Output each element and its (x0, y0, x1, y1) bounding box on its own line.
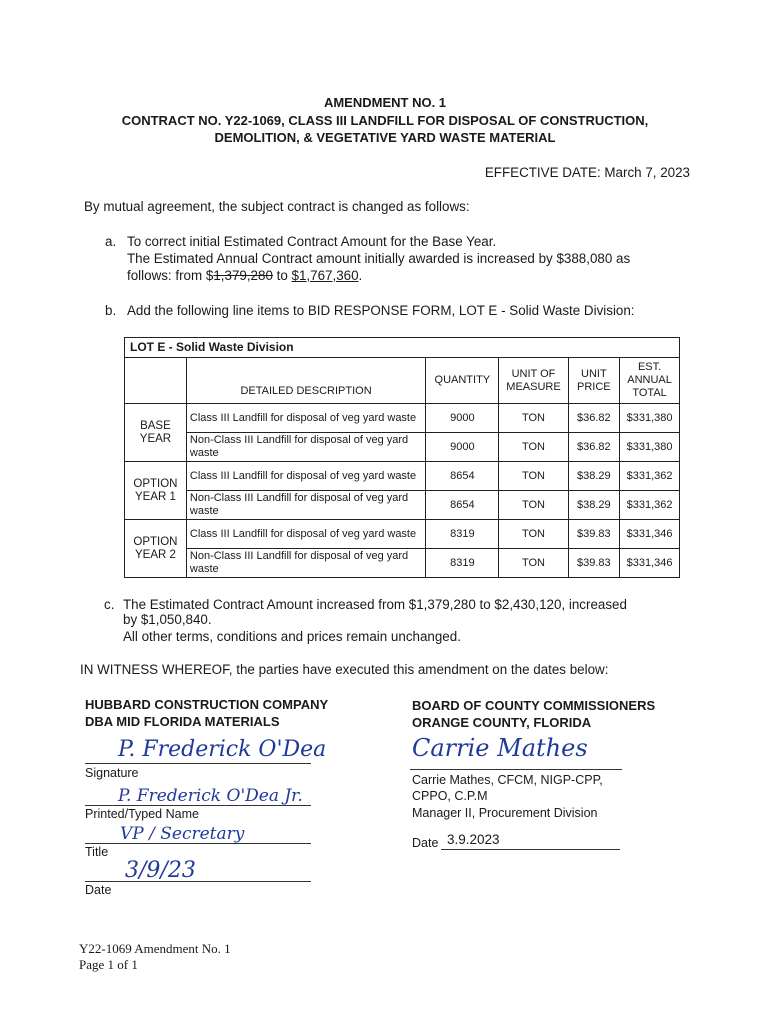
county-name-line2: ORANGE COUNTY, FLORIDA (412, 715, 592, 730)
county-signer-title: Manager II, Procurement Division (412, 806, 598, 820)
row-description: Non-Class III Landfill for disposal of veg yard waste (186, 491, 425, 520)
county-signer-credentials: CPPO, C.P.M (412, 789, 488, 803)
row-total: $331,380 (620, 404, 680, 433)
header-unit-of-measure: UNIT OF MEASURE (499, 358, 568, 404)
row-total: $331,362 (620, 491, 680, 520)
printed-name-label: Printed/Typed Name (85, 807, 199, 821)
lot-e-table (124, 337, 680, 578)
item-c-line2: by $1,050,840. (123, 612, 212, 627)
contract-title-line1: CONTRACT NO. Y22-1069, CLASS III LANDFILL FOR DISPOSAL OF CONSTRUCTION, (121, 113, 649, 128)
title-line (85, 843, 311, 844)
row-unit-price: $36.82 (568, 433, 620, 462)
item-a-line3-prefix: follows: from $ (127, 268, 214, 283)
item-a-line1: To correct initial Estimated Contract Amount for the Base Year. (127, 234, 497, 249)
contractor-name-line1: HUBBARD CONSTRUCTION COMPANY (85, 697, 329, 712)
footer-page-number: Page 1 of 1 (79, 957, 138, 972)
item-a-line3 (127, 267, 362, 284)
item-b-marker: b. (105, 303, 117, 318)
row-quantity: 8654 (426, 462, 499, 491)
header-description: DETAILED DESCRIPTION (186, 358, 425, 404)
witness-statement: IN WITNESS WHEREOF, the parties have executed this amendment on the dates below: (80, 662, 609, 677)
table-row (125, 491, 680, 520)
row-total: $331,346 (620, 549, 680, 578)
row-unit-price: $38.29 (568, 491, 620, 520)
county-signature-line (410, 769, 622, 770)
item-a-line3-suffix: . (358, 268, 363, 283)
contractor-name-line2: DBA MID FLORIDA MATERIALS (85, 714, 280, 729)
row-quantity: 8319 (426, 549, 499, 578)
county-name-line1: BOARD OF COUNTY COMMISSIONERS (412, 698, 656, 713)
row-description: Non-Class III Landfill for disposal of veg yard waste (186, 549, 425, 578)
item-a-line3-mid: to (272, 268, 292, 283)
row-description: Class III Landfill for disposal of veg yard waste (186, 520, 425, 549)
item-c-line1: The Estimated Contract Amount increased from $1,379,280 to $2,430,120, increased (123, 597, 627, 612)
row-uom: TON (499, 549, 568, 578)
row-description: Non-Class III Landfill for disposal of veg yard waste (186, 433, 425, 462)
footer-doc-id: Y22-1069 Amendment No. 1 (79, 941, 231, 956)
table-row (125, 520, 680, 549)
date-line (85, 881, 311, 882)
intro-text: By mutual agreement, the subject contract is changed as follows: (84, 199, 470, 214)
row-quantity: 8654 (426, 491, 499, 520)
table-row (125, 462, 680, 491)
group-label: OPTION YEAR 2 (125, 520, 187, 578)
contract-title-line2: DEMOLITION, & VEGETATIVE YARD WASTE MATERIAL (214, 130, 556, 145)
item-b-text: Add the following line items to BID RESPONSE FORM, LOT E - Solid Waste Division: (127, 303, 635, 318)
amendment-title: AMENDMENT NO. 1 (323, 95, 447, 110)
effective-date: EFFECTIVE DATE: March 7, 2023 (484, 165, 690, 180)
item-c-line3: All other terms, conditions and prices remain unchanged. (123, 629, 461, 644)
county-signature: Carrie Mathes (412, 734, 588, 762)
row-quantity: 9000 (426, 404, 499, 433)
row-uom: TON (499, 462, 568, 491)
date-label: Date (85, 883, 112, 897)
table-row (125, 549, 680, 578)
row-uom: TON (499, 491, 568, 520)
group-label: OPTION YEAR 1 (125, 462, 187, 520)
row-uom: TON (499, 520, 568, 549)
header-group-blank (125, 358, 187, 404)
item-a-line2: The Estimated Annual Contract amount initially awarded is increased by $388,080 as (127, 251, 631, 266)
header-quantity: QUANTITY (426, 358, 499, 404)
contractor-title: VP / Secretary (120, 824, 245, 844)
header-est-annual-total: EST. ANNUAL TOTAL (620, 358, 680, 404)
row-quantity: 9000 (426, 433, 499, 462)
row-unit-price: $36.82 (568, 404, 620, 433)
header-unit-price: UNIT PRICE (568, 358, 620, 404)
row-unit-price: $39.83 (568, 549, 620, 578)
row-uom: TON (499, 433, 568, 462)
row-description: Class III Landfill for disposal of veg yard waste (186, 462, 425, 491)
signature-line (85, 763, 311, 764)
group-label: BASE YEAR (125, 404, 187, 462)
table-title: LOT E - Solid Waste Division (125, 338, 680, 358)
contractor-signature: P. Frederick O'Dea (118, 737, 327, 762)
table-row (125, 433, 680, 462)
new-amount: $1,767,360 (291, 268, 359, 283)
county-date-value: 3.9.2023 (447, 832, 500, 847)
title-label: Title (85, 845, 109, 859)
row-total: $331,380 (620, 433, 680, 462)
row-quantity: 8319 (426, 520, 499, 549)
item-a-marker: a. (105, 234, 117, 249)
printed-name-line (85, 805, 311, 806)
row-unit-price: $38.29 (568, 462, 620, 491)
row-description: Class III Landfill for disposal of veg yard waste (186, 404, 425, 433)
row-total: $331,362 (620, 462, 680, 491)
item-c-marker: c. (104, 597, 115, 612)
table-row (125, 404, 680, 433)
old-amount-struck: 1,379,280 (213, 268, 273, 283)
county-date-label: Date (412, 836, 439, 850)
row-unit-price: $39.83 (568, 520, 620, 549)
county-date-line (441, 849, 620, 850)
row-total: $331,346 (620, 520, 680, 549)
row-uom: TON (499, 404, 568, 433)
contractor-date: 3/9/23 (125, 858, 196, 883)
signature-label: Signature (85, 766, 139, 780)
contractor-printed-name: P. Frederick O'Dea Jr. (118, 786, 303, 806)
county-signer-name: Carrie Mathes, CFCM, NIGP-CPP, (412, 773, 603, 787)
